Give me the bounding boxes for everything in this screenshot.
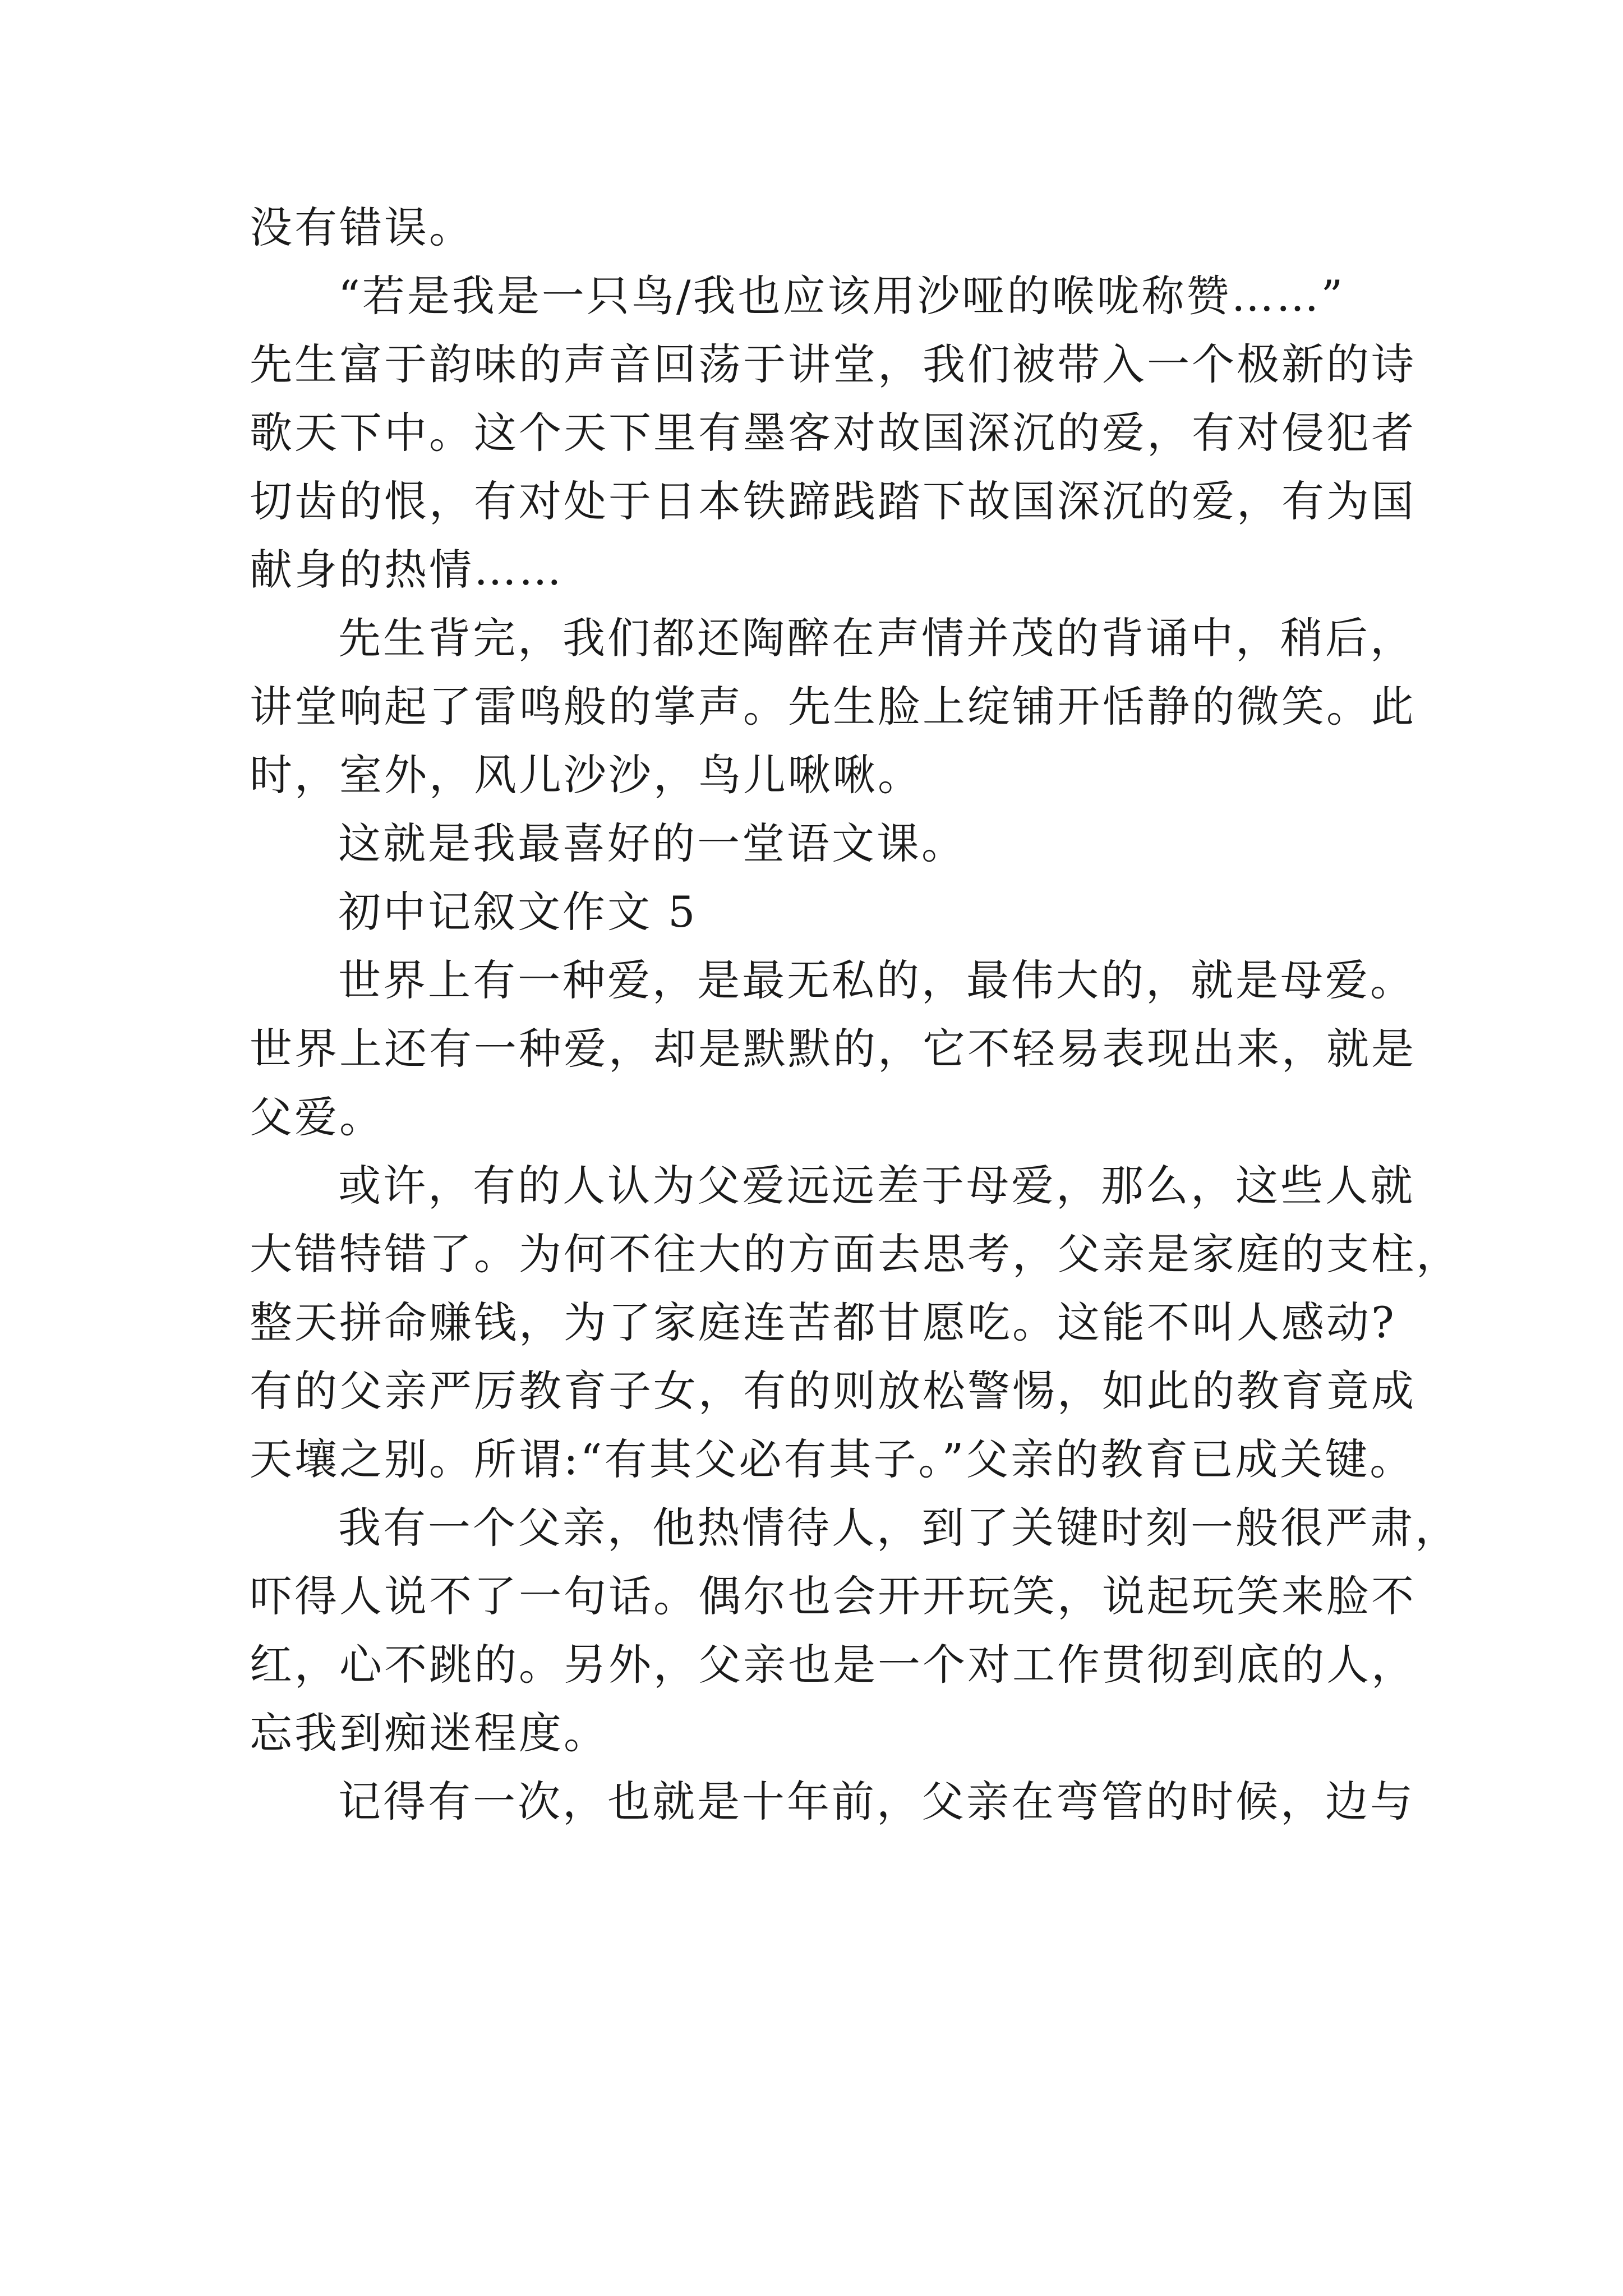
text-line: 父爱。 xyxy=(250,1092,384,1142)
text-line: 先生富于韵味的声音回荡于讲堂，我们被带入一个极新的诗 xyxy=(250,339,1416,389)
text-line: 初中记叙文作文 5 xyxy=(338,887,698,937)
text-line: 整天拼命赚钱，为了家庭连苦都甘愿吃。这能不叫人感动? xyxy=(250,1297,1396,1347)
text-line: 世界上有一种爱，是最无私的，最伟大的，就是母爱。 xyxy=(338,955,1415,1005)
text-line: 我有一个父亲，他热情待人，到了关键时刻一般很严肃， xyxy=(338,1503,1460,1553)
text-line: 先生背完，我们都还陶醉在声情并茂的背诵中，稍后， xyxy=(338,613,1415,663)
text-line: 或许，有的人认为父爱远远差于母爱，那么，这些人就 xyxy=(338,1161,1415,1211)
text-line: 世界上还有一种爱，却是默默的，它不轻易表现出来，就是 xyxy=(250,1024,1416,1074)
text-line: 献身的热情…… xyxy=(250,545,564,595)
text-line: 没有错误。 xyxy=(250,203,474,252)
text-line: 天壤之别。所谓:“有其父必有其子。”父亲的教育已成关键。 xyxy=(250,1434,1415,1484)
text-line: 记得有一次，也就是十年前，父亲在弯管的时候，边与 xyxy=(338,1777,1415,1826)
text-line: 大错特错了。为何不往大的方面去思考，父亲是家庭的支柱， xyxy=(250,1229,1461,1279)
text-line: “若是我是一只鸟/我也应该用沙哑的喉咙称赞……” xyxy=(338,271,1345,321)
text-line: 这就是我最喜好的一堂语文课。 xyxy=(338,818,966,868)
text-line: 讲堂响起了雷鸣般的掌声。先生脸上绽铺开恬静的微笑。此 xyxy=(250,682,1416,731)
text-line: 吓得人说不了一句话。偶尔也会开开玩笑，说起玩笑来脸不 xyxy=(250,1571,1416,1621)
text-line: 红，心不跳的。另外，父亲也是一个对工作贯彻到底的人， xyxy=(250,1640,1416,1690)
text-line: 歌天下中。这个天下里有墨客对故国深沉的爱，有对侵犯者 xyxy=(250,408,1416,458)
text-line: 有的父亲严厉教育子女，有的则放松警惕，如此的教育竟成 xyxy=(250,1366,1416,1416)
text-line: 切齿的恨，有对处于日本铁蹄践踏下故国深沉的爱，有为国 xyxy=(250,476,1416,526)
text-line: 时，室外，风儿沙沙，鸟儿啾啾。 xyxy=(250,750,923,800)
document-body xyxy=(250,194,1461,1836)
text-line: 忘我到痴迷程度。 xyxy=(250,1708,608,1758)
